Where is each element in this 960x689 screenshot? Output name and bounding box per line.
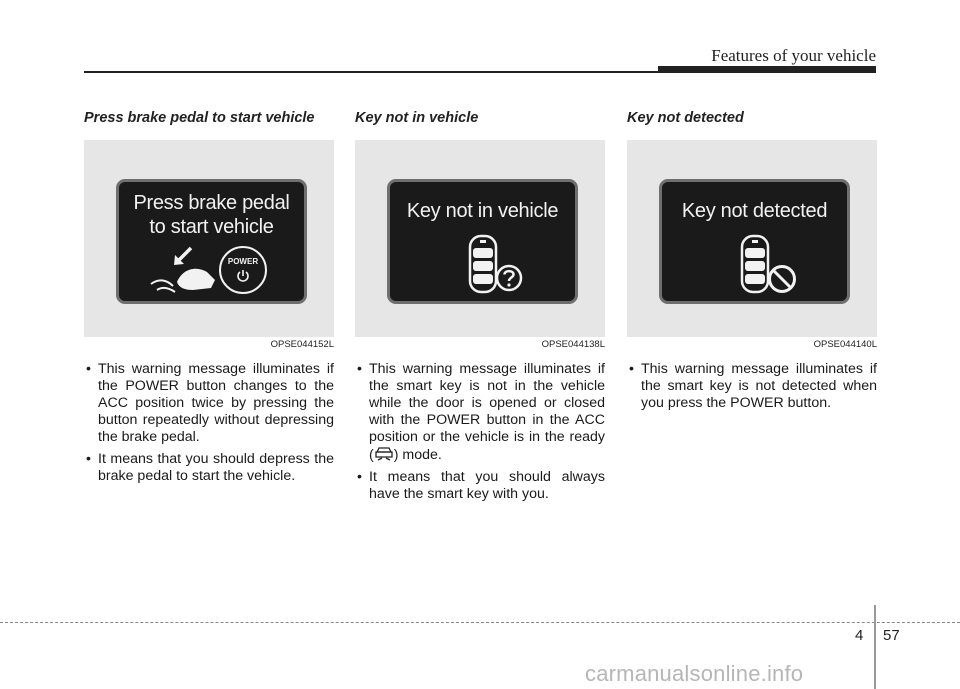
- ready-car-icon: [374, 446, 394, 462]
- cluster-display: [387, 179, 578, 304]
- chapter-number: 4: [855, 627, 864, 644]
- power-icon: [236, 269, 250, 283]
- footer-divider: [0, 622, 960, 623]
- footer-page-separator: [874, 605, 876, 689]
- display-text-line-1: Key not in vehicle: [406, 200, 559, 222]
- list-item: • It means that you should always have the smart key with you.: [355, 469, 605, 503]
- bullet-text-part: This warning message illuminates if the smart key is not in the vehicle while the door is opened or closed with the POWER button in the ACC position or the vehicle is in the ready (: [369, 361, 605, 463]
- section-brake-pedal: [84, 110, 334, 490]
- power-button: [219, 246, 267, 294]
- section-heading: Key not detected: [627, 110, 744, 126]
- prohibited-icon: [767, 264, 797, 294]
- list-item: • This warning message illuminates if the smart key is not detected when you press the POWER button.: [627, 361, 877, 412]
- power-button-label: POWER: [227, 257, 259, 266]
- figure-brake-pedal: [84, 140, 334, 337]
- header-rule-accent: [658, 66, 876, 72]
- list-item: • It means that you should depress the brake pedal to start the vehicle.: [84, 451, 334, 485]
- display-text-line-2: to start vehicle: [149, 216, 274, 238]
- display-text-line-1: Press brake pedal: [133, 192, 290, 214]
- cluster-display: [659, 179, 850, 304]
- list-item: [355, 361, 605, 464]
- figure-code: OPSE044140L: [813, 339, 877, 350]
- page-number: 57: [883, 627, 900, 644]
- header-title: Features of your vehicle: [711, 46, 876, 65]
- display-text-line-1: Key not detected: [681, 200, 828, 222]
- section-key-not-in-vehicle: [355, 110, 605, 508]
- section-key-not-detected: [627, 110, 877, 417]
- question-mark-icon: [495, 264, 523, 292]
- bullet-list: [355, 361, 605, 503]
- bullet-text-part: ) mode.: [393, 447, 442, 463]
- bullet-list: [84, 361, 334, 485]
- section-heading: Key not in vehicle: [355, 110, 479, 126]
- watermark: carmanualsonline.info: [585, 661, 804, 686]
- figure-code: OPSE044152L: [270, 339, 334, 350]
- figure-code: OPSE044138L: [541, 339, 605, 350]
- section-heading: Press brake pedal to start vehicle: [84, 110, 315, 126]
- cluster-display: [116, 179, 307, 304]
- brake-pedal-icon: [149, 260, 221, 296]
- list-item: • This warning message illuminates if the POWER button changes to the ACC position twice by pressing the button repeatedly without depressing the brake pedal.: [84, 361, 334, 446]
- bullet-list: [627, 361, 877, 412]
- figure-key-not-in-vehicle: [355, 140, 605, 337]
- figure-key-not-detected: [627, 140, 877, 337]
